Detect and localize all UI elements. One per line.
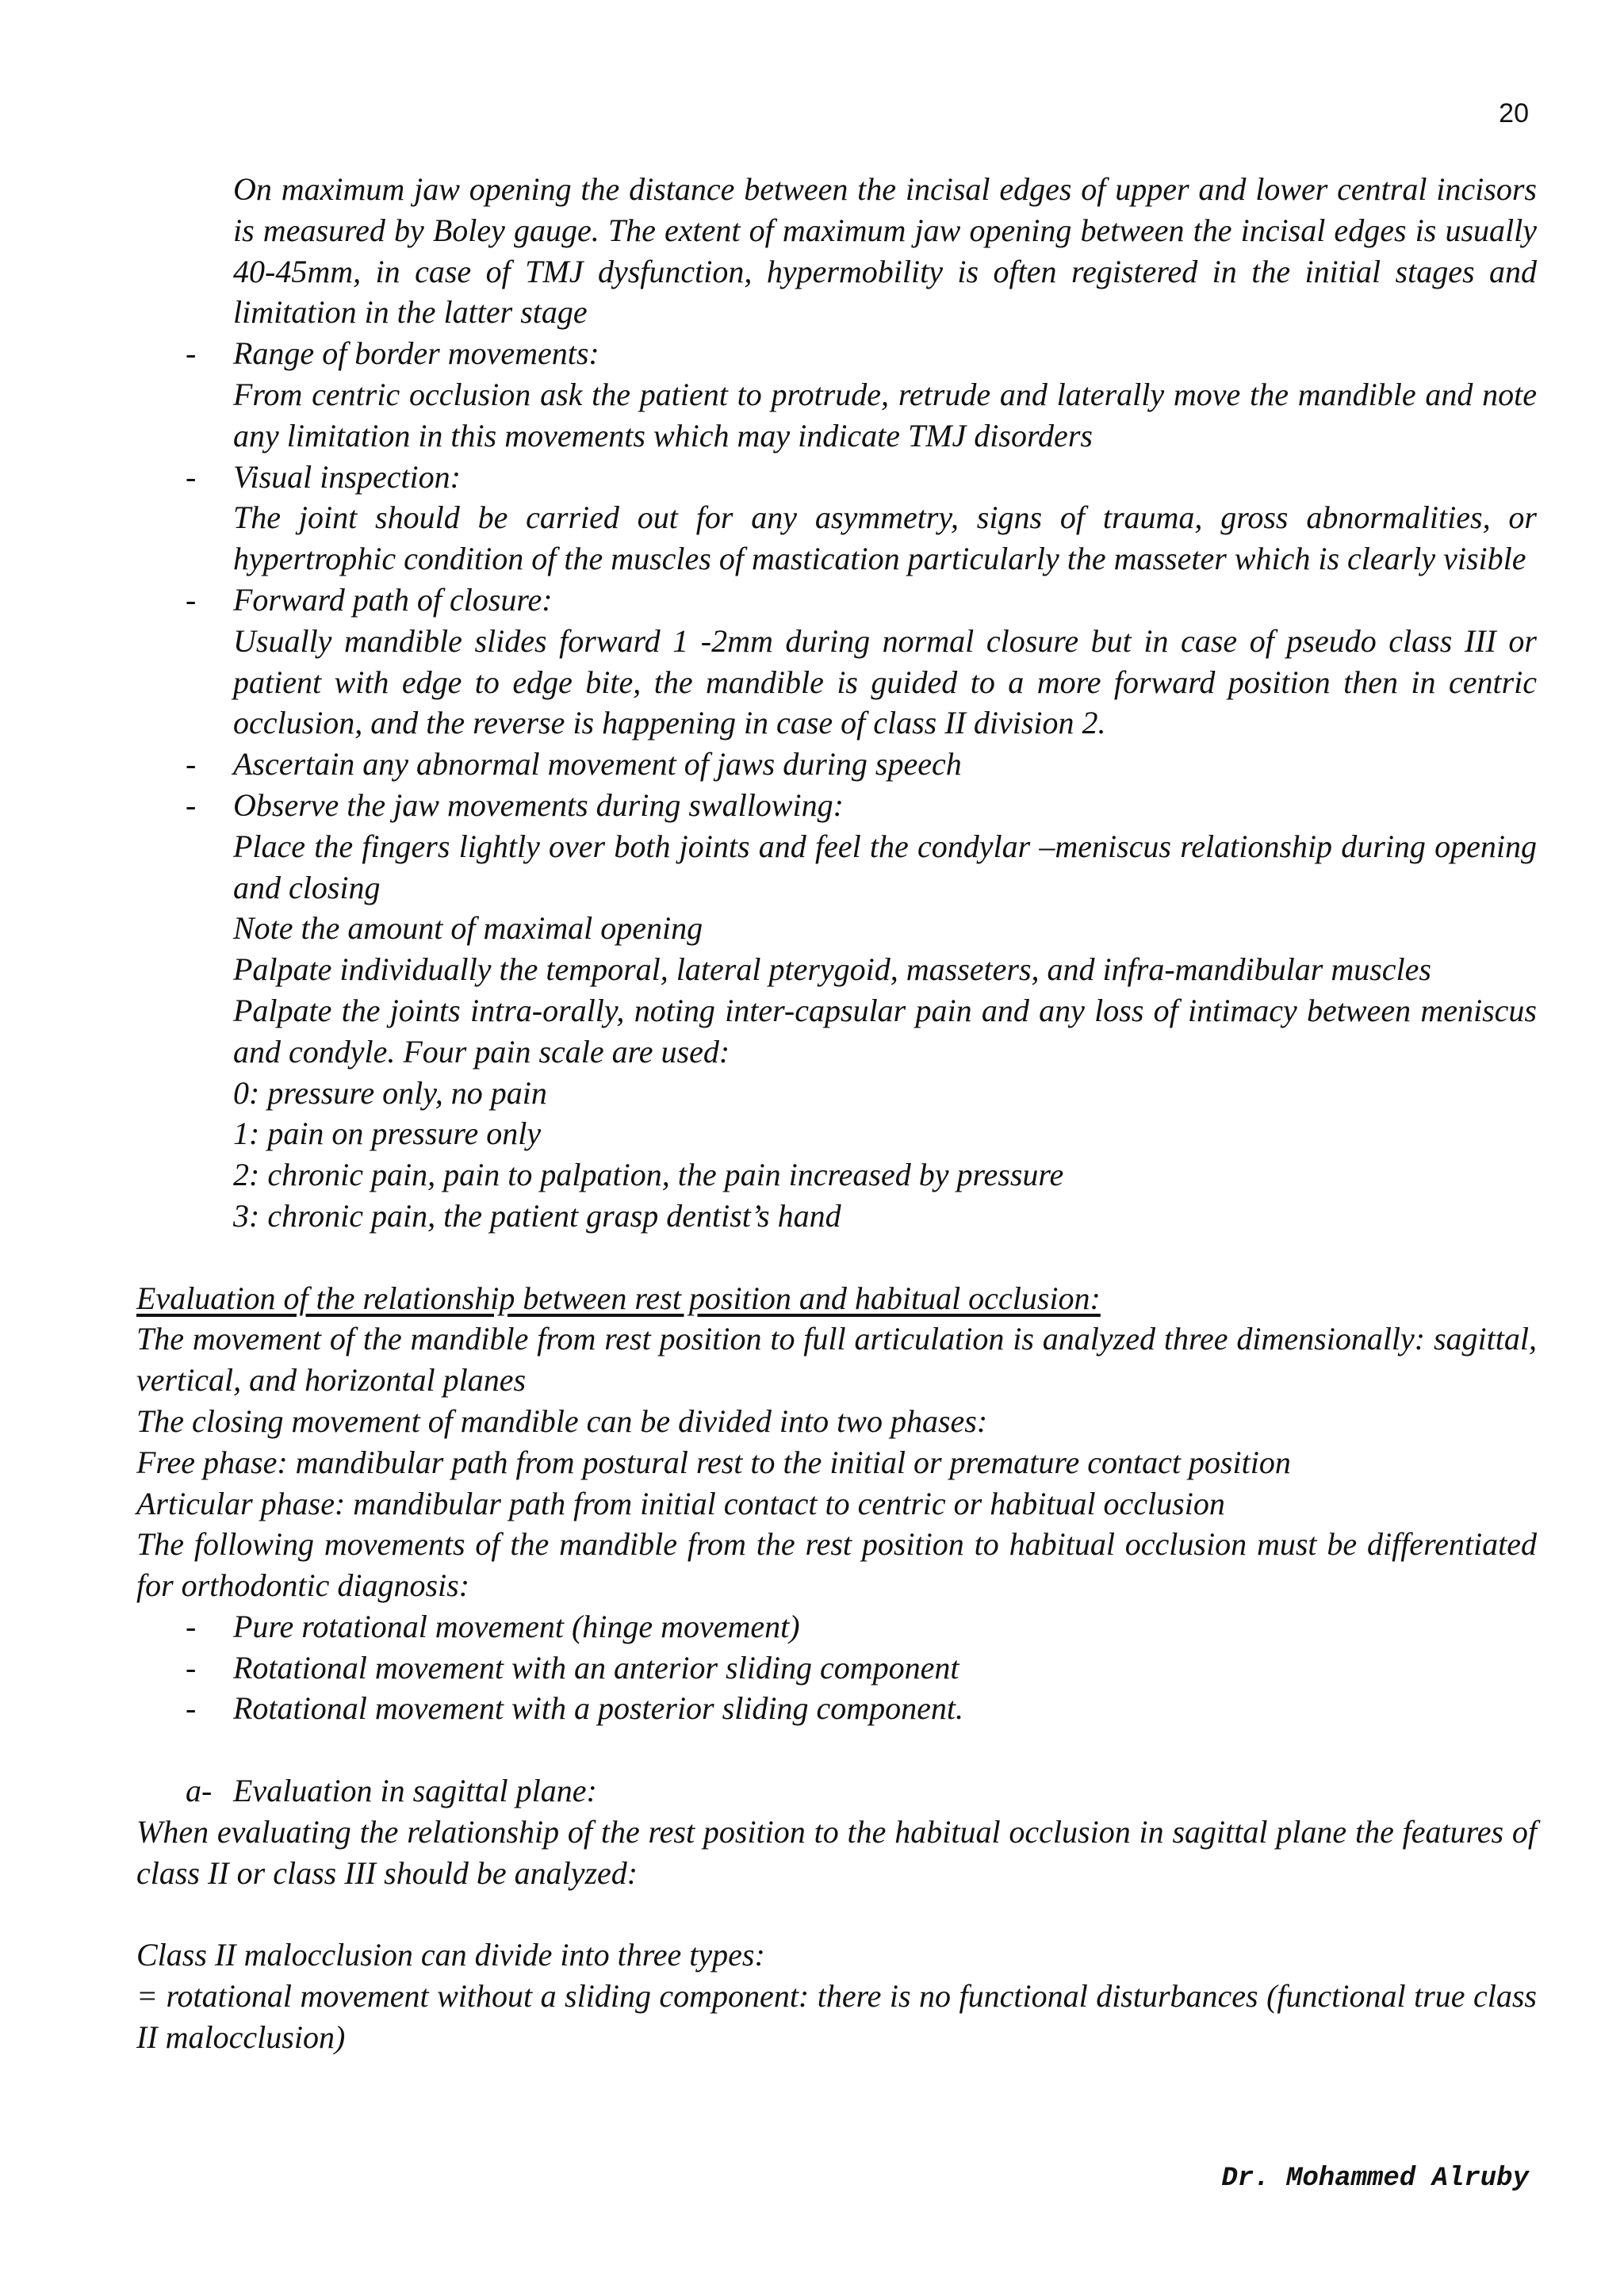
exam-item-text: From centric occlusion ask the patient to protrude, retrude and laterally move the mandible and note any limitation in this movements which may indicate TMJ disorders bbox=[233, 376, 1537, 453]
class2-intro: Class II malocclusion can divide into three types: bbox=[136, 1937, 765, 1973]
document-body bbox=[136, 169, 1537, 2058]
exam-item-visual-inspection bbox=[136, 457, 1537, 580]
exam-item-speech bbox=[136, 744, 1537, 785]
section-paragraph: Free phase: mandibular path from postural rest to the initial or premature contact position bbox=[136, 1444, 1291, 1480]
exam-item-text: Note the amount of maximal opening bbox=[233, 910, 703, 947]
exam-item-text: Palpate the joints intra-orally, noting inter-capsular pain and any loss of intimacy between meniscus and condyle. Four pain scale are used: bbox=[233, 992, 1537, 1070]
section-paragraph: The movement of the mandible from rest position to full articulation is analyzed three dimensionally: sagittal, vertical, and horizontal planes bbox=[136, 1321, 1537, 1399]
spacer bbox=[136, 1729, 1537, 1770]
exam-item-forward-path bbox=[136, 580, 1537, 744]
exam-item-title: - Range of border movements: bbox=[233, 335, 599, 372]
class2-type-1: = rotational movement without a sliding component: there is no functional disturbances (functional true class II malocclusion) bbox=[136, 1978, 1537, 2055]
sagittal-paragraph: When evaluating the relationship of the rest position to the habitual occlusion in sagittal plane the features of class II or class III should be analyzed: bbox=[136, 1813, 1537, 1891]
pain-scale-item: 1: pain on pressure only bbox=[233, 1115, 542, 1152]
pain-scale-item: 0: pressure only, no pain bbox=[233, 1074, 547, 1111]
movement-item: - Pure rotational movement (hinge movement) bbox=[136, 1606, 1537, 1647]
section-heading: Evaluation of the relationship between rest position and habitual occlusion: bbox=[136, 1280, 1101, 1316]
exam-item-text: Palpate individually the temporal, lateral pterygoid, masseters, and infra-mandibular muscles bbox=[233, 951, 1431, 988]
pain-scale-item: 3: chronic pain, the patient grasp dentist’s hand bbox=[233, 1197, 841, 1234]
section-paragraph: Articular phase: mandibular path from initial contact to centric or habitual occlusion bbox=[136, 1485, 1225, 1521]
exam-item-swallowing bbox=[136, 785, 1537, 1237]
author-footer: Dr. Mohammed Alruby bbox=[1221, 2164, 1529, 2194]
exam-item-text: The joint should be carried out for any asymmetry, signs of trauma, gross abnormalities, or hypertrophic condition of the muscles of mastication particularly the masseter which is clearly visible bbox=[233, 499, 1537, 577]
exam-item-border-movements bbox=[136, 333, 1537, 456]
exam-item-title: - Forward path of closure: bbox=[233, 581, 553, 618]
movement-item: - Rotational movement with a posterior sliding component. bbox=[136, 1688, 1537, 1729]
list-marker: a- bbox=[186, 1773, 213, 1809]
spacer bbox=[136, 1893, 1537, 1934]
exam-item-title: - Visual inspection: bbox=[233, 458, 461, 495]
pain-scale-item: 2: chronic pain, pain to palpation, the pain increased by pressure bbox=[233, 1157, 1064, 1193]
exam-item-title: - Ascertain any abnormal movement of jaws during speech bbox=[233, 746, 962, 783]
sagittal-title: Evaluation in sagittal plane: bbox=[233, 1773, 597, 1809]
section-paragraph: The closing movement of mandible can be divided into two phases: bbox=[136, 1402, 988, 1439]
section-paragraph: The following movements of the mandible from the rest position to habitual occlusion must be differentiated for orthodontic diagnosis: bbox=[136, 1526, 1537, 1604]
intro-paragraph: On maximum jaw opening the distance between the incisal edges of upper and lower central incisors is measured by Boley gauge. The extent of maximum jaw opening between the incisal edges is usually 40-45mm, in case of TMJ dysfunction, hypermobility is often registered in the initial stages and limitation in the latter stage bbox=[233, 171, 1537, 331]
sagittal-subheading bbox=[136, 1770, 1537, 1812]
exam-item-title: - Observe the jaw movements during swallowing: bbox=[233, 786, 844, 823]
page-number: 20 bbox=[1499, 98, 1529, 128]
movement-item: - Rotational movement with an anterior sliding component bbox=[136, 1647, 1537, 1689]
exam-item-text: Place the fingers lightly over both joints and feel the condylar –meniscus relationship during opening and closing bbox=[233, 828, 1537, 905]
exam-item-text: Usually mandible slides forward 1 -2mm during normal closure but in case of pseudo class III or patient with edge to edge bite, the mandible is guided to a more forward position then in centric occlusion, and the reverse is happening in case of class II division 2. bbox=[233, 622, 1537, 741]
spacer bbox=[136, 1237, 1537, 1278]
